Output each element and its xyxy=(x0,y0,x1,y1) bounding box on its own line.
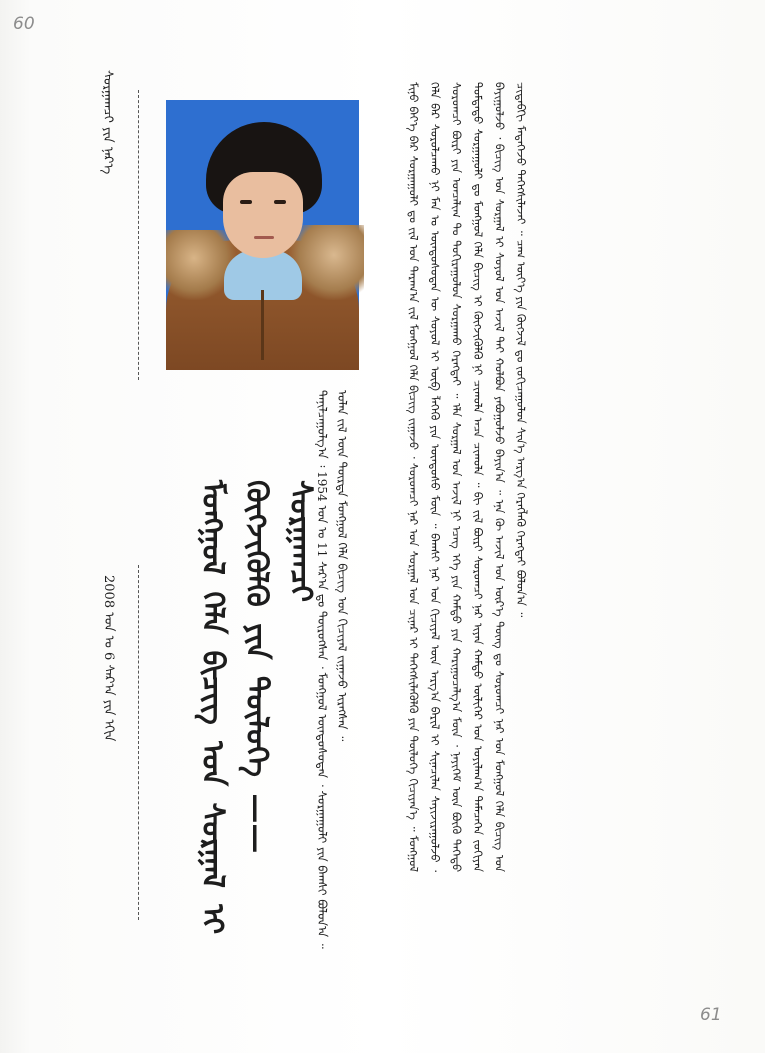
portrait-photo xyxy=(166,100,359,358)
article-body: ᠮᠢᠨᠤ ᠪᠡᠶ᠎ᠡ ᠪᠡᠷ ᠰᠤᠷᠭᠠᠭᠤᠯᠢ ᠳᠤ ᠵᠢᠯ ᠤᠨ ᠳᠠᠷᠠᠭ᠎ᠠ ᠵᠢᠯ ᠮᠣᠩᠭᠣᠯ ᠬᠡᠯᠡ ᠪᠢᠴᠢᠭ ᠵᠢᠭᠠᠵᠤ ᠂ ᠰᠤᠷᠤᠭᠴᠢ ᠨᠠᠷ ᠤᠨ ᠰᠤᠷᠭᠠᠯ ᠤᠨ ᠴᠢᠨᠠᠷ ᠢ ᠳᠡᠭᠡᠭᠰᠢᠯᠡᠭᠦᠯᠬᠦ ᠶᠢᠨ ᠲᠥᠯᠦᠭᠡ ᠬᠢᠴᠢᠶᠡᠨ᠎ᠡ ᠃ ᠮᠣᠩᠭᠣᠯ ᠬᠡᠯᠡ ᠪᠡᠷ ᠰᠤᠷᠤᠯᠴᠠᠬᠤ ᠨᠢ ᠮᠠᠨ ᠤ ᠦᠨᠳᠦᠰᠦᠲᠡᠨ ᠦ ᠰᠣᠶᠤᠯ ᠢ ᠥᠪ ᠯᠡᠭᠡᠬᠦ ᠶᠢᠨ ᠦᠨᠳᠦᠰᠦ ᠮᠥᠨ ᠃ ᠪᠠᠭᠰᠢ ᠨᠠᠷ ᠤᠨ ᠬᠢᠴᠢᠶᠡᠯ ᠦᠨ ᠠᠷᠭ᠎ᠠ ᠪᠠᠷᠢᠯ ᠢ ᠰᠢᠨᠡᠴᠢᠯᠡᠨ ᠰᠠᠶᠢᠵᠢᠷᠠᠭᠤᠯᠵᠤ ᠂ ᠰᠤᠷᠤᠭᠴᠢ ᠪᠦᠷᠢ ᠶᠢᠨ ᠣᠨᠴᠠᠯᠢᠭ ᠲᠤ ᠲᠣᠬᠢᠷᠠᠭᠤᠯᠤᠨ ᠰᠤᠷᠭᠠᠬᠤ ᠬᠡᠷᠡᠭᠲᠡᠢ ᠃ ᠡᠯᠡ ᠰᠤᠷᠭᠠᠯ ᠤᠨ ᠠᠵᠢᠯ ᠨᠢ ᠡᠴᠡᠭ ᠡᠬᠡ ᠶᠢᠨ ᠬᠠᠮᠲᠤ ᠶᠢᠨ ᠬᠠᠷᠢᠭᠤᠴᠠᠯᠭ᠎ᠠ ᠮᠥᠨ ᠂ ᠨᠡᠶᠢᠭᠡᠮ ᠦᠨ ᠪᠦᠬᠦ ᠳᠡᠭᠡᠳᠦ ᠳᠤᠮᠳᠠᠳᠤ ᠰᠤᠷᠭᠠᠭᠤᠯᠢ ᠳᠤ ᠮᠣᠩᠭᠣᠯ ᠬᠡᠯᠡ ᠪᠢᠴᠢᠭ ᠢ ᠬᠥᠭᠵᠢᠭᠦᠯᠬᠦ ᠨᠢ ᠴᠢᠬᠤᠯᠠ ᠠᠴᠠ ᠴᠢᠬᠤᠯᠠ ᠃ ᠪᠢ ᠵᠢᠯ ᠪᠦᠷᠢ ᠰᠤᠷᠤᠭᠴᠢ ᠨᠠᠷ ᠢᠶᠠᠨ ᠬᠠᠮᠲᠤ ᠦᠯᠢᠭᠡᠷ ᠤᠨ ᠣᠶᠢᠯᠠᠭ᠎ᠠ ᠲᠡᠮᠡᠴᠡᠭᠡᠨ ᠵᠣᠬᠢᠶᠠᠨ ᠪᠠᠶᠢᠭᠤᠯᠵᠤ ᠂ ᠪᠢᠴᠢᠭ ᠤᠨ ᠰᠤᠷᠭᠠᠯ ᠢ ᠰᠣᠶᠤᠯ ᠤᠨ ᠠᠵᠢᠯ ᠲᠠᠢ ᠬᠣᠯᠪᠤᠨ ᠶᠠᠪᠤᠭᠤᠯᠵᠤ ᠪᠠᠶᠢᠨ᠎ᠠ ᠃ ᠡᠨᠡ ᠬᠦ ᠠᠵᠢᠯ ᠤᠨ ᠦᠷ᠎ᠡ ᠳᠦᠩ ᠳᠤ ᠰᠤᠷᠤᠭᠴᠢ ᠨᠠᠷ ᠤᠨ ᠮᠣᠩᠭᠣᠯ ᠬᠡᠯᠡ ᠪᠢᠴᠢᠭ ᠤᠨ ᠴᠢᠳᠠᠪᠬᠢ ᠮᠡᠳᠡᠭᠡᠵᠦ ᠳᠡᠭᠡᠭᠰᠢᠯᠡᠵᠡᠢ ᠃ ᠴᠠᠭ ᠦᠶ᠎ᠡ ᠶᠢᠨ ᠬᠥᠭᠵᠢᠯ ᠳᠤ ᠵᠣᠬᠢᠴᠠᠭᠤᠯᠤᠨ ᠰᠢᠨ᠎ᠡ ᠠᠷᠭ᠎ᠠ ᠬᠡᠷᠡᠭᠯᠡᠬᠦ ᠬᠡᠷᠡᠭᠲᠡᠢ ᠪᠣᠯᠤᠨ᠎ᠠ ᠃ xyxy=(406,82,528,872)
author-name: ᠰᠤᠷᠭᠠᠭᠴᠢ ᠶᠢᠨ ᠨᠡᠷ᠎ᠡ xyxy=(100,70,115,175)
dashed-rule-bottom xyxy=(138,565,139,920)
page-number-top: 60 xyxy=(13,14,35,34)
page-number-bottom: 61 xyxy=(700,1005,722,1025)
publication-date: 2008 ᠣᠨ ᠤ 6 ᠰᠠᠷ᠎ᠠ ᠶᠢᠨ ᠡᠬᠢᠨ xyxy=(101,575,116,742)
article-title: ᠮᠣᠩᠭᠣᠯ ᠬᠡᠯᠡ ᠪᠢᠴᠢᠭ ᠤᠨ ᠰᠤᠷᠭᠠᠯ ᠢ ᠬᠥᠭᠵᠢᠭᠦᠯᠬᠦ ᠶᠢᠨ ᠲᠥᠯᠦᠭᠡ —— ᠰᠤᠷᠭᠠᠭᠴᠢ xyxy=(195,480,318,935)
author-intro: ᠲᠠᠨᠢᠯᠴᠠᠭᠤᠯᠭ᠎ᠠ ᠄ 1954 ᠣᠨ ᠤ 11 ᠰᠠᠷ᠎ᠠ ᠳᠤ ᠲᠥᠷᠥᠭᠰᠡᠨ ᠂ ᠮᠣᠩᠭᠣᠯ ᠦᠨᠳᠦᠰᠦᠲᠡᠨ ᠂ ᠰᠤᠷᠭᠠᠭᠤᠯᠢ ᠶᠢᠨ ᠪᠠᠭᠰᠢ ᠪᠣᠯᠤᠨ᠎ᠠ ᠃ ᠣᠯᠠᠨ ᠵᠢᠯ ᠦᠨ ᠲᠥᠷᠲᠡ ᠮᠣᠩᠭᠣᠯ ᠬᠡᠯᠡ ᠪᠢᠴᠢᠭ ᠤᠨ ᠬᠢᠴᠢᠶᠡᠯ ᠵᠢᠭᠠᠵᠤ ᠢᠷᠡᠭᠰᠡᠨ ᠃ xyxy=(315,390,349,949)
dashed-rule-top xyxy=(138,90,139,380)
